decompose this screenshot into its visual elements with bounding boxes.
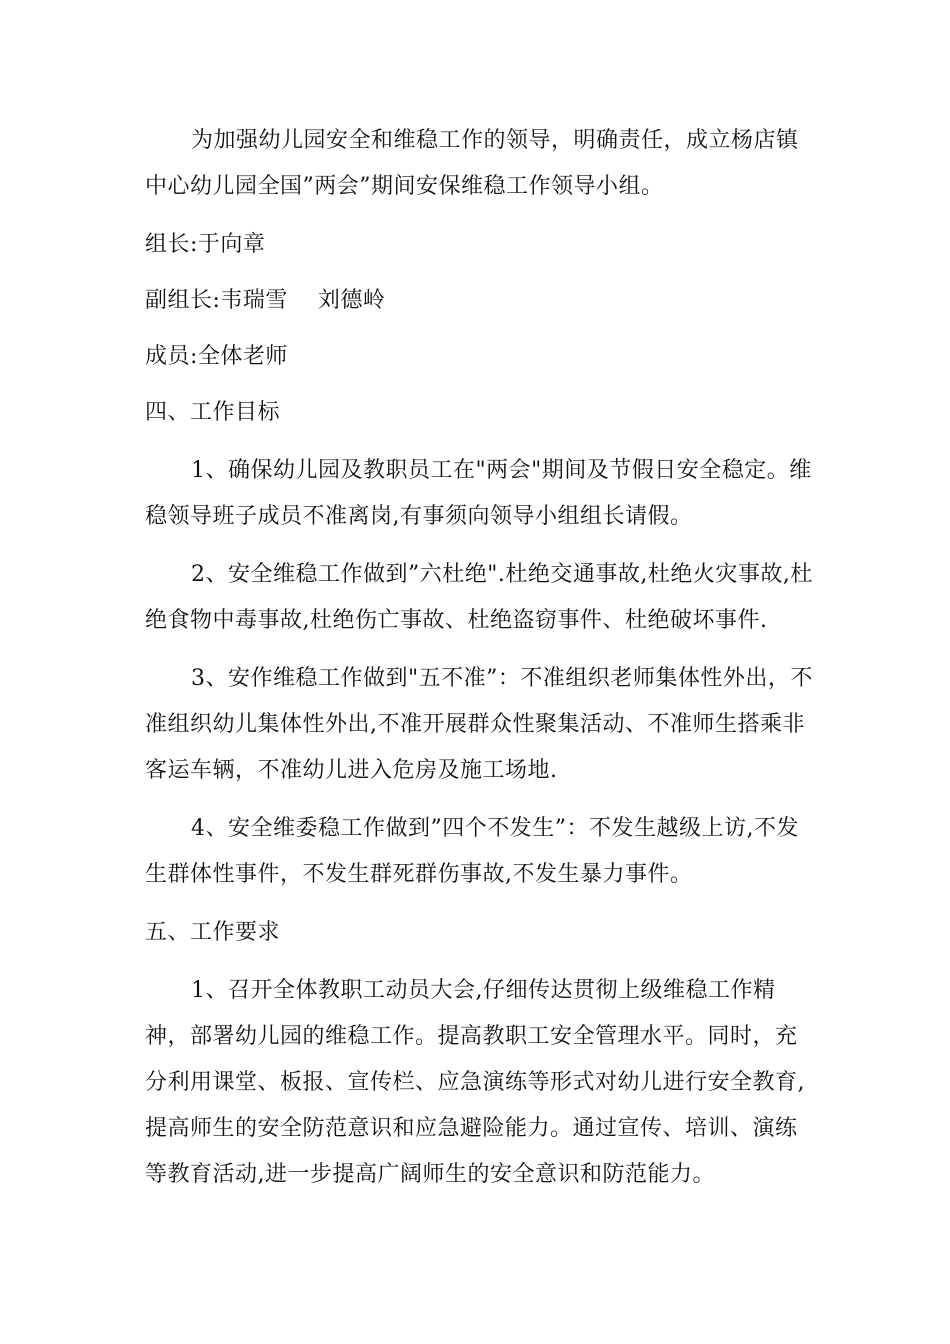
section-heading-requirements: 五、工作要求 bbox=[145, 920, 281, 945]
goal-item: 3、安作维稳工作做到"五不准”：不准组织老师集体性外出，不准组织幼儿集体性外出,不准开展群众性聚集活动、不准师生搭乘非客运车辆，不准幼儿进入危房及施工场地. bbox=[145, 666, 813, 783]
document-body bbox=[145, 118, 815, 1198]
leader-line: 组长:于向章 bbox=[145, 232, 266, 257]
goal-item: 1、确保幼儿园及教职员工在"两会"期间及节假日安全稳定。维稳领导班子成员不准离岗,有事须向领导小组组长请假。 bbox=[145, 458, 812, 529]
goal-item: 2、安全维稳工作做到”六杜绝".杜绝交通事故,杜绝火灾事故,杜绝食物中毒事故,杜绝伤亡事故、杜绝盗窃事件、杜绝破坏事件. bbox=[145, 562, 813, 633]
intro-paragraph: 为加强幼儿园安全和维稳工作的领导，明确责任，成立杨店镇中心幼儿园全国”两会”期间安保维稳工作领导小组。 bbox=[145, 128, 799, 199]
members-line: 成员:全体老师 bbox=[145, 344, 288, 369]
requirement-item: 1、召开全体教职工动员大会,仔细传达贯彻上级维稳工作精神，部署幼儿园的维稳工作。提高教职工安全管理水平。同时，充分利用课堂、板报、宣传栏、应急演练等形式对幼儿进行安全教育,提高师生的安全防范意识和应急避险能力。通过宣传、培训、演练等教育活动,进一步提高广阔师生的安全意识和防范能力。 bbox=[145, 978, 805, 1187]
section-heading-goals: 四、工作目标 bbox=[145, 400, 281, 425]
deputy-leader-line: 副组长:韦瑞雪 刘德岭 bbox=[145, 288, 386, 313]
goal-item: 4、安全维委稳工作做到”四个不发生”：不发生越级上访,不发生群体性事件，不发生群死群伤事故,不发生暴力事件。 bbox=[145, 816, 799, 887]
